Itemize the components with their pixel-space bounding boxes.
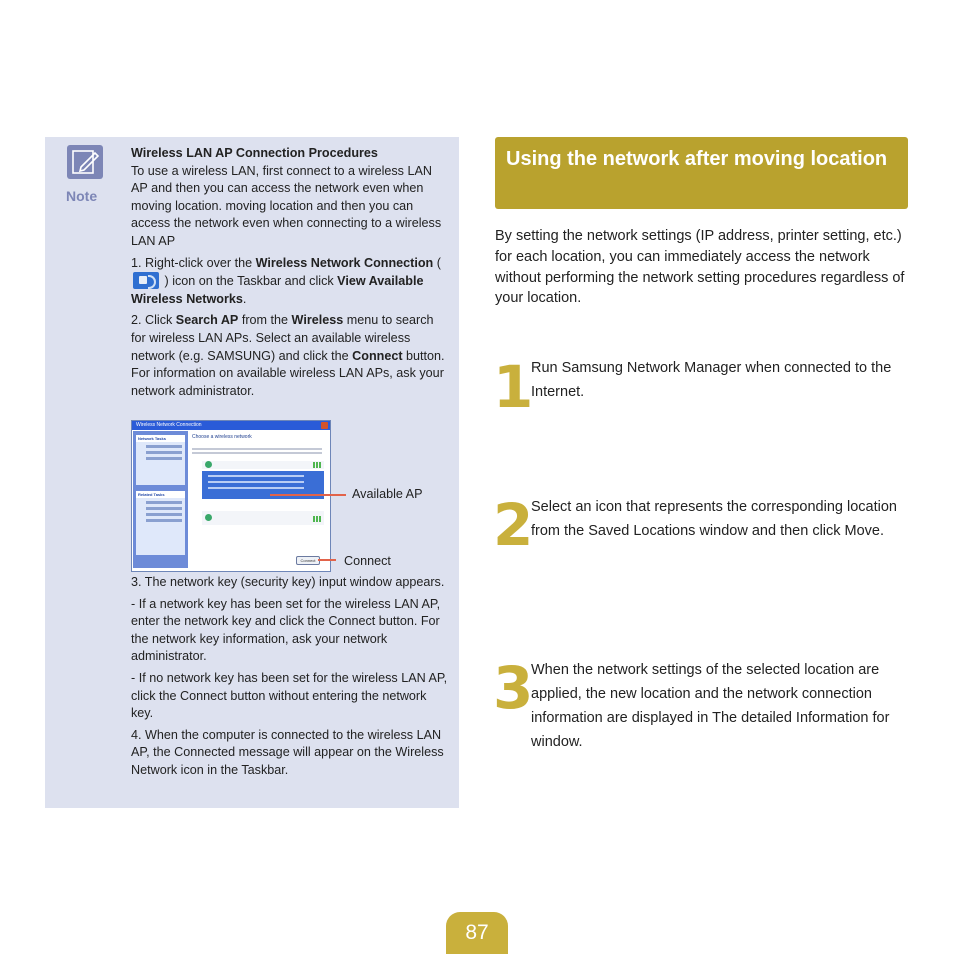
note-step-4: 4. When the computer is connected to the wireless LAN AP, the Connected message will appear on the Wireless Network icon in the Taskbar.	[131, 727, 444, 777]
section-header	[495, 137, 908, 209]
section-intro: By setting the network settings (IP address, printer setting, etc.) for each location, you can immediately access the network without performing the network setting procedures regardless of your location.	[495, 228, 905, 307]
step-number: 3	[493, 654, 534, 722]
screenshot-line	[146, 457, 182, 460]
screenshot-line	[146, 451, 182, 454]
screenshot-line	[146, 501, 182, 504]
screenshot-window-title: Wireless Network Connection	[136, 422, 202, 428]
screenshot-line	[192, 452, 322, 454]
step-number: 2	[493, 491, 534, 559]
note-bullet-2: - If no network key has been set for the wireless LAN AP, click the Connect button without entering the network key.	[131, 670, 448, 721]
note-intro: To use a wireless LAN, first connect to a wireless LAN AP and then you can access the network even when moving location. moving location and then you can access the network even when connecting to a wireless LAN AP	[131, 163, 442, 248]
screenshot-heading: Choose a wireless network	[192, 434, 252, 440]
text-bold: Connect	[352, 348, 403, 363]
note-step-2	[131, 312, 451, 400]
screenshot-connect-button: Connect	[296, 556, 320, 565]
wireless-icon	[205, 461, 212, 468]
text-segment: 1. Right-click over the	[131, 255, 256, 270]
connect-callout: Connect	[344, 554, 391, 568]
screenshot-main-pane	[190, 431, 328, 569]
wireless-icon	[205, 514, 212, 521]
step-number: 1	[493, 353, 534, 421]
note-bottom-text	[131, 574, 451, 784]
section-title: Using the network after moving location	[506, 148, 888, 170]
available-ap-callout: Available AP	[352, 487, 423, 501]
screenshot-line	[208, 487, 304, 489]
screenshot-line	[208, 481, 304, 483]
screenshot-line	[146, 507, 182, 510]
note-step-1	[131, 255, 451, 309]
text-segment: menu to search for wireless LAN APs. Select an available wireless network (e.g. SAMSUNG) and click the	[131, 313, 434, 363]
note-pencil-icon	[67, 145, 103, 179]
screenshot-line	[146, 445, 182, 448]
wireless-network-screenshot	[131, 420, 331, 572]
screenshot-network-row	[202, 461, 324, 469]
text-segment: ) icon on the Taskbar and click	[161, 274, 338, 289]
step-text: Select an icon that represents the corresponding location from the Saved Locations window and then click Move.	[531, 499, 897, 539]
close-icon	[321, 422, 328, 429]
text-bold: View Available Wireless Networks	[131, 274, 424, 306]
signal-bars-icon	[313, 462, 321, 468]
text-segment: button. For information on available wireless LAN APs, ask your network administrator.	[131, 348, 445, 398]
connect-callout-line	[318, 559, 336, 561]
screenshot-network-row	[202, 511, 324, 525]
wireless-network-icon	[133, 272, 159, 289]
step-text: Run Samsung Network Manager when connected to the Internet.	[531, 360, 892, 400]
page-number: 87	[465, 921, 489, 944]
screenshot-related-tasks	[136, 491, 185, 555]
screenshot-sidebar	[133, 431, 188, 568]
screenshot-sidebox-title: Network Tasks	[136, 435, 185, 442]
available-ap-callout-line	[270, 494, 346, 496]
screenshot-line	[208, 475, 304, 477]
note-bullet-1: - If a network key has been set for the wireless LAN AP, enter the network key and click the Connect button. For the network key information, ask your network administrator.	[131, 596, 441, 664]
screenshot-line	[146, 519, 182, 522]
screenshot-title-bar	[132, 421, 330, 430]
text-segment: from the	[238, 313, 292, 328]
text-segment: 2. Click	[131, 313, 176, 328]
text-segment: .	[242, 291, 247, 306]
step-text: When the network settings of the selected location are applied, the new location and the network connection information are displayed in The detailed Information for window.	[531, 662, 890, 750]
note-label: Note	[66, 188, 98, 204]
screenshot-line	[192, 448, 322, 450]
text-segment: (	[433, 255, 441, 270]
signal-bars-icon	[313, 516, 321, 522]
screenshot-sidebox-title: Related Tasks	[136, 491, 185, 498]
note-step-3: 3. The network key (security key) input window appears.	[131, 575, 445, 589]
note-title: Wireless LAN AP Connection Procedures	[131, 146, 378, 160]
screenshot-line	[146, 513, 182, 516]
text-bold: Search AP	[175, 313, 239, 328]
text-bold: Wireless Network Connection	[255, 255, 434, 270]
screenshot-network-tasks	[136, 435, 185, 485]
note-text	[131, 145, 451, 404]
page-number-tab	[446, 912, 508, 954]
text-bold: Wireless	[291, 313, 344, 328]
